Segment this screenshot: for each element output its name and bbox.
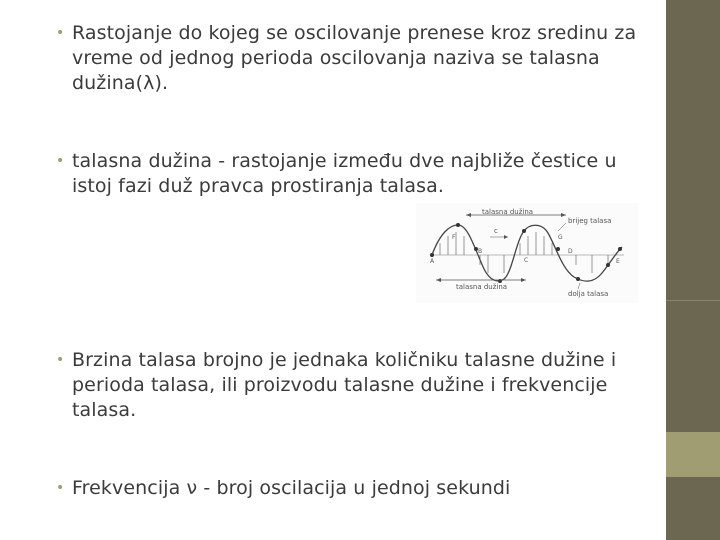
- point-g: G: [558, 234, 563, 241]
- bullet-1: [56, 21, 646, 96]
- bullet-4-text: Frekvencija ν - broj oscilacija u jednoj sekundi: [72, 477, 511, 499]
- point-d: D: [568, 248, 573, 255]
- point-a: A: [430, 258, 435, 265]
- bullet-dot: •: [56, 153, 65, 169]
- wave-curve: [432, 225, 622, 281]
- label-crest: brijeg talasa: [568, 217, 612, 225]
- point-c: C: [524, 257, 529, 264]
- point-f: F: [452, 234, 456, 241]
- bullet-2: [56, 149, 646, 199]
- bullet-1-text: Rastojanje do kojeg se oscilovanje prenese kroz sredinu za vreme od jednog perioda oscilovanja naziva se talasna dužina(λ).: [72, 22, 637, 94]
- wave-points: [430, 223, 622, 283]
- wave-diagram: [416, 203, 638, 303]
- sidebar-line: [666, 300, 720, 301]
- label-trough: dolja talasa: [568, 290, 609, 298]
- label-velocity: c: [494, 227, 498, 235]
- decorative-sidebar: [666, 0, 720, 540]
- bullet-3: [56, 348, 646, 423]
- bullet-dot: •: [56, 25, 65, 41]
- bullet-2-text: talasna dužina - rastojanje između dve najbliže čestice u istoj fazi duž pravca prostiranja talasa.: [72, 150, 617, 197]
- label-top-wavelength: talasna dužina: [482, 208, 534, 216]
- bullet-4: [56, 476, 646, 501]
- particle-arrows: [440, 232, 608, 273]
- sidebar-accent-block: [666, 432, 720, 477]
- label-bottom-wavelength: talasna dužina: [456, 283, 508, 291]
- bullet-3-text: Brzina talasa brojno je jednaka količniku talasne dužine i perioda talasa, ili proizvodu talasne dužine i frekvencije talasa.: [72, 349, 617, 421]
- bullet-dot: •: [56, 480, 65, 496]
- bullet-dot: •: [56, 352, 65, 368]
- point-b: B: [478, 248, 483, 255]
- point-e: E: [616, 258, 620, 265]
